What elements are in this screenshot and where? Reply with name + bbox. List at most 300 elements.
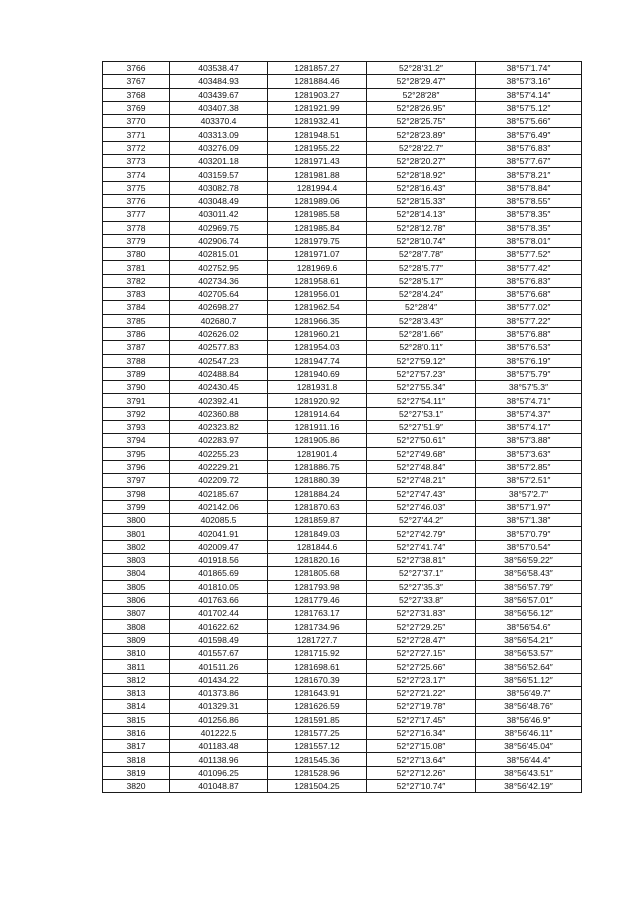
table-row <box>103 527 582 540</box>
y-coordinate-cell: 1281886.75 <box>268 460 367 473</box>
y-coordinate-cell: 1281960.21 <box>268 327 367 340</box>
table-row <box>103 447 582 460</box>
table-row <box>103 500 582 513</box>
latitude-cell: 52°27′48.21″ <box>367 474 476 487</box>
longitude-cell: 38°57′3.88″ <box>476 434 582 447</box>
longitude-cell: 38°57′6.68″ <box>476 288 582 301</box>
y-coordinate-cell: 1281793.98 <box>268 580 367 593</box>
point-number-cell: 3767 <box>103 75 170 88</box>
table-row <box>103 673 582 686</box>
point-number-cell: 3791 <box>103 394 170 407</box>
x-coordinate-cell: 402906.74 <box>170 234 268 247</box>
latitude-cell: 52°27′23.17″ <box>367 673 476 686</box>
x-coordinate-cell: 401810.05 <box>170 580 268 593</box>
table-row <box>103 62 582 75</box>
longitude-cell: 38°57′0.79″ <box>476 527 582 540</box>
y-coordinate-cell: 1281956.01 <box>268 288 367 301</box>
x-coordinate-cell: 401373.86 <box>170 686 268 699</box>
y-coordinate-cell: 1281763.17 <box>268 607 367 620</box>
y-coordinate-cell: 1281880.39 <box>268 474 367 487</box>
longitude-cell: 38°56′58.43″ <box>476 567 582 580</box>
y-coordinate-cell: 1281591.85 <box>268 713 367 726</box>
y-coordinate-cell: 1281901.4 <box>268 447 367 460</box>
longitude-cell: 38°57′0.54″ <box>476 540 582 553</box>
y-coordinate-cell: 1281955.22 <box>268 141 367 154</box>
x-coordinate-cell: 402142.06 <box>170 500 268 513</box>
longitude-cell: 38°56′54.21″ <box>476 633 582 646</box>
coordinates-table <box>102 61 582 793</box>
x-coordinate-cell: 401183.48 <box>170 740 268 753</box>
latitude-cell: 52°28′25.75″ <box>367 115 476 128</box>
y-coordinate-cell: 1281971.07 <box>268 248 367 261</box>
latitude-cell: 52°27′27.15″ <box>367 647 476 660</box>
table-row <box>103 434 582 447</box>
latitude-cell: 52°27′25.66″ <box>367 660 476 673</box>
point-number-cell: 3775 <box>103 181 170 194</box>
x-coordinate-cell: 403407.38 <box>170 101 268 114</box>
table-row <box>103 660 582 673</box>
longitude-cell: 38°57′4.71″ <box>476 394 582 407</box>
x-coordinate-cell: 403159.57 <box>170 168 268 181</box>
table-row <box>103 367 582 380</box>
latitude-cell: 52°28′15.33″ <box>367 194 476 207</box>
x-coordinate-cell: 402430.45 <box>170 381 268 394</box>
y-coordinate-cell: 1281920.92 <box>268 394 367 407</box>
latitude-cell: 52°27′53.1″ <box>367 407 476 420</box>
latitude-cell: 52°28′28″ <box>367 88 476 101</box>
latitude-cell: 52°28′7.78″ <box>367 248 476 261</box>
y-coordinate-cell: 1281857.27 <box>268 62 367 75</box>
latitude-cell: 52°27′59.12″ <box>367 354 476 367</box>
latitude-cell: 52°28′31.2″ <box>367 62 476 75</box>
point-number-cell: 3777 <box>103 208 170 221</box>
latitude-cell: 52°27′33.8″ <box>367 593 476 606</box>
point-number-cell: 3778 <box>103 221 170 234</box>
longitude-cell: 38°57′7.02″ <box>476 301 582 314</box>
x-coordinate-cell: 401622.62 <box>170 620 268 633</box>
x-coordinate-cell: 401918.56 <box>170 553 268 566</box>
y-coordinate-cell: 1281985.58 <box>268 208 367 221</box>
y-coordinate-cell: 1281969.6 <box>268 261 367 274</box>
point-number-cell: 3790 <box>103 381 170 394</box>
latitude-cell: 52°27′28.47″ <box>367 633 476 646</box>
longitude-cell: 38°56′57.01″ <box>476 593 582 606</box>
latitude-cell: 52°28′10.74″ <box>367 234 476 247</box>
point-number-cell: 3813 <box>103 686 170 699</box>
x-coordinate-cell: 401256.86 <box>170 713 268 726</box>
table-row <box>103 753 582 766</box>
latitude-cell: 52°28′14.13″ <box>367 208 476 221</box>
table-row <box>103 301 582 314</box>
x-coordinate-cell: 401865.69 <box>170 567 268 580</box>
x-coordinate-cell: 402969.75 <box>170 221 268 234</box>
y-coordinate-cell: 1281884.24 <box>268 487 367 500</box>
y-coordinate-cell: 1281954.03 <box>268 341 367 354</box>
y-coordinate-cell: 1281921.99 <box>268 101 367 114</box>
y-coordinate-cell: 1281805.68 <box>268 567 367 580</box>
table-row <box>103 128 582 141</box>
point-number-cell: 3800 <box>103 514 170 527</box>
y-coordinate-cell: 1281884.46 <box>268 75 367 88</box>
table-row <box>103 474 582 487</box>
y-coordinate-cell: 1281577.25 <box>268 726 367 739</box>
point-number-cell: 3773 <box>103 155 170 168</box>
y-coordinate-cell: 1281932.41 <box>268 115 367 128</box>
point-number-cell: 3807 <box>103 607 170 620</box>
latitude-cell: 52°28′5.17″ <box>367 274 476 287</box>
table-row <box>103 740 582 753</box>
table-row <box>103 208 582 221</box>
y-coordinate-cell: 1281504.25 <box>268 780 367 793</box>
y-coordinate-cell: 1281545.36 <box>268 753 367 766</box>
point-number-cell: 3817 <box>103 740 170 753</box>
x-coordinate-cell: 402185.67 <box>170 487 268 500</box>
longitude-cell: 38°57′2.51″ <box>476 474 582 487</box>
latitude-cell: 52°27′21.22″ <box>367 686 476 699</box>
table-row <box>103 514 582 527</box>
table-row <box>103 327 582 340</box>
x-coordinate-cell: 401222.5 <box>170 726 268 739</box>
x-coordinate-cell: 403313.09 <box>170 128 268 141</box>
table-row <box>103 580 582 593</box>
latitude-cell: 52°27′42.79″ <box>367 527 476 540</box>
point-number-cell: 3770 <box>103 115 170 128</box>
latitude-cell: 52°27′50.61″ <box>367 434 476 447</box>
longitude-cell: 38°57′8.35″ <box>476 208 582 221</box>
table-row <box>103 341 582 354</box>
table-row <box>103 194 582 207</box>
latitude-cell: 52°28′18.92″ <box>367 168 476 181</box>
x-coordinate-cell: 402734.36 <box>170 274 268 287</box>
x-coordinate-cell: 402626.02 <box>170 327 268 340</box>
point-number-cell: 3814 <box>103 700 170 713</box>
latitude-cell: 52°27′13.64″ <box>367 753 476 766</box>
y-coordinate-cell: 1281715.92 <box>268 647 367 660</box>
longitude-cell: 38°57′6.49″ <box>476 128 582 141</box>
x-coordinate-cell: 402283.97 <box>170 434 268 447</box>
table-row <box>103 288 582 301</box>
point-number-cell: 3799 <box>103 500 170 513</box>
table-row <box>103 248 582 261</box>
point-number-cell: 3772 <box>103 141 170 154</box>
longitude-cell: 38°57′6.83″ <box>476 274 582 287</box>
latitude-cell: 52°28′26.95″ <box>367 101 476 114</box>
latitude-cell: 52°27′46.03″ <box>367 500 476 513</box>
y-coordinate-cell: 1281971.43 <box>268 155 367 168</box>
point-number-cell: 3793 <box>103 421 170 434</box>
longitude-cell: 38°56′48.76″ <box>476 700 582 713</box>
latitude-cell: 52°28′23.89″ <box>367 128 476 141</box>
table-row <box>103 261 582 274</box>
point-number-cell: 3818 <box>103 753 170 766</box>
point-number-cell: 3801 <box>103 527 170 540</box>
table-row <box>103 221 582 234</box>
x-coordinate-cell: 402698.27 <box>170 301 268 314</box>
x-coordinate-cell: 402009.47 <box>170 540 268 553</box>
latitude-cell: 52°27′12.26″ <box>367 766 476 779</box>
longitude-cell: 38°56′59.22″ <box>476 553 582 566</box>
table-row <box>103 314 582 327</box>
point-number-cell: 3784 <box>103 301 170 314</box>
latitude-cell: 52°27′37.1″ <box>367 567 476 580</box>
x-coordinate-cell: 402323.82 <box>170 421 268 434</box>
table-row <box>103 540 582 553</box>
longitude-cell: 38°57′1.38″ <box>476 514 582 527</box>
point-number-cell: 3789 <box>103 367 170 380</box>
x-coordinate-cell: 403538.47 <box>170 62 268 75</box>
point-number-cell: 3774 <box>103 168 170 181</box>
table-row <box>103 620 582 633</box>
point-number-cell: 3787 <box>103 341 170 354</box>
y-coordinate-cell: 1281734.96 <box>268 620 367 633</box>
table-row <box>103 647 582 660</box>
y-coordinate-cell: 1281994.4 <box>268 181 367 194</box>
longitude-cell: 38°57′7.67″ <box>476 155 582 168</box>
longitude-cell: 38°57′3.16″ <box>476 75 582 88</box>
longitude-cell: 38°57′8.84″ <box>476 181 582 194</box>
x-coordinate-cell: 401138.96 <box>170 753 268 766</box>
x-coordinate-cell: 402752.95 <box>170 261 268 274</box>
latitude-cell: 52°27′48.84″ <box>367 460 476 473</box>
point-number-cell: 3769 <box>103 101 170 114</box>
latitude-cell: 52°27′15.08″ <box>367 740 476 753</box>
latitude-cell: 52°27′38.81″ <box>367 553 476 566</box>
longitude-cell: 38°56′49.7″ <box>476 686 582 699</box>
table-row <box>103 274 582 287</box>
longitude-cell: 38°57′6.53″ <box>476 341 582 354</box>
point-number-cell: 3806 <box>103 593 170 606</box>
point-number-cell: 3776 <box>103 194 170 207</box>
latitude-cell: 52°28′12.78″ <box>367 221 476 234</box>
point-number-cell: 3819 <box>103 766 170 779</box>
point-number-cell: 3808 <box>103 620 170 633</box>
x-coordinate-cell: 403370.4 <box>170 115 268 128</box>
y-coordinate-cell: 1281698.61 <box>268 660 367 673</box>
y-coordinate-cell: 1281962.54 <box>268 301 367 314</box>
point-number-cell: 3810 <box>103 647 170 660</box>
longitude-cell: 38°57′8.21″ <box>476 168 582 181</box>
table-row <box>103 181 582 194</box>
point-number-cell: 3802 <box>103 540 170 553</box>
x-coordinate-cell: 403082.78 <box>170 181 268 194</box>
y-coordinate-cell: 1281903.27 <box>268 88 367 101</box>
table-row <box>103 633 582 646</box>
point-number-cell: 3809 <box>103 633 170 646</box>
point-number-cell: 3803 <box>103 553 170 566</box>
longitude-cell: 38°57′8.01″ <box>476 234 582 247</box>
latitude-cell: 52°27′31.83″ <box>367 607 476 620</box>
longitude-cell: 38°56′57.79″ <box>476 580 582 593</box>
y-coordinate-cell: 1281985.84 <box>268 221 367 234</box>
point-number-cell: 3788 <box>103 354 170 367</box>
x-coordinate-cell: 402229.21 <box>170 460 268 473</box>
latitude-cell: 52°28′1.66″ <box>367 327 476 340</box>
point-number-cell: 3816 <box>103 726 170 739</box>
longitude-cell: 38°57′7.52″ <box>476 248 582 261</box>
latitude-cell: 52°27′55.34″ <box>367 381 476 394</box>
longitude-cell: 38°57′5.66″ <box>476 115 582 128</box>
latitude-cell: 52°28′16.43″ <box>367 181 476 194</box>
x-coordinate-cell: 402547.23 <box>170 354 268 367</box>
longitude-cell: 38°57′5.3″ <box>476 381 582 394</box>
longitude-cell: 38°57′2.85″ <box>476 460 582 473</box>
x-coordinate-cell: 402360.88 <box>170 407 268 420</box>
point-number-cell: 3796 <box>103 460 170 473</box>
y-coordinate-cell: 1281528.96 <box>268 766 367 779</box>
longitude-cell: 38°56′46.11″ <box>476 726 582 739</box>
y-coordinate-cell: 1281779.46 <box>268 593 367 606</box>
y-coordinate-cell: 1281931.8 <box>268 381 367 394</box>
point-number-cell: 3797 <box>103 474 170 487</box>
latitude-cell: 52°28′4.24″ <box>367 288 476 301</box>
table-row <box>103 686 582 699</box>
longitude-cell: 38°57′1.74″ <box>476 62 582 75</box>
x-coordinate-cell: 403484.93 <box>170 75 268 88</box>
longitude-cell: 38°56′52.64″ <box>476 660 582 673</box>
point-number-cell: 3783 <box>103 288 170 301</box>
table-row <box>103 141 582 154</box>
y-coordinate-cell: 1281557.12 <box>268 740 367 753</box>
latitude-cell: 52°28′29.47″ <box>367 75 476 88</box>
y-coordinate-cell: 1281914.64 <box>268 407 367 420</box>
y-coordinate-cell: 1281911.16 <box>268 421 367 434</box>
latitude-cell: 52°27′57.23″ <box>367 367 476 380</box>
longitude-cell: 38°56′54.6″ <box>476 620 582 633</box>
table-row <box>103 567 582 580</box>
table-row <box>103 766 582 779</box>
latitude-cell: 52°27′54.11″ <box>367 394 476 407</box>
point-number-cell: 3812 <box>103 673 170 686</box>
x-coordinate-cell: 403011.42 <box>170 208 268 221</box>
table-row <box>103 168 582 181</box>
x-coordinate-cell: 402041.91 <box>170 527 268 540</box>
table-row <box>103 101 582 114</box>
longitude-cell: 38°56′51.12″ <box>476 673 582 686</box>
coordinates-table-body <box>103 62 582 793</box>
latitude-cell: 52°27′19.78″ <box>367 700 476 713</box>
point-number-cell: 3766 <box>103 62 170 75</box>
point-number-cell: 3794 <box>103 434 170 447</box>
table-row <box>103 421 582 434</box>
y-coordinate-cell: 1281670.39 <box>268 673 367 686</box>
table-row <box>103 593 582 606</box>
table-row <box>103 713 582 726</box>
point-number-cell: 3798 <box>103 487 170 500</box>
latitude-cell: 52°27′35.3″ <box>367 580 476 593</box>
latitude-cell: 52°28′4″ <box>367 301 476 314</box>
x-coordinate-cell: 402680.7 <box>170 314 268 327</box>
point-number-cell: 3779 <box>103 234 170 247</box>
y-coordinate-cell: 1281966.35 <box>268 314 367 327</box>
longitude-cell: 38°57′6.19″ <box>476 354 582 367</box>
point-number-cell: 3811 <box>103 660 170 673</box>
table-row <box>103 234 582 247</box>
longitude-cell: 38°57′7.42″ <box>476 261 582 274</box>
longitude-cell: 38°57′4.17″ <box>476 421 582 434</box>
longitude-cell: 38°57′8.55″ <box>476 194 582 207</box>
longitude-cell: 38°57′4.37″ <box>476 407 582 420</box>
longitude-cell: 38°57′3.63″ <box>476 447 582 460</box>
longitude-cell: 38°57′2.7″ <box>476 487 582 500</box>
point-number-cell: 3781 <box>103 261 170 274</box>
y-coordinate-cell: 1281870.63 <box>268 500 367 513</box>
latitude-cell: 52°27′17.45″ <box>367 713 476 726</box>
y-coordinate-cell: 1281940.69 <box>268 367 367 380</box>
point-number-cell: 3792 <box>103 407 170 420</box>
y-coordinate-cell: 1281849.03 <box>268 527 367 540</box>
point-number-cell: 3820 <box>103 780 170 793</box>
latitude-cell: 52°27′10.74″ <box>367 780 476 793</box>
point-number-cell: 3768 <box>103 88 170 101</box>
y-coordinate-cell: 1281905.86 <box>268 434 367 447</box>
x-coordinate-cell: 401511.26 <box>170 660 268 673</box>
x-coordinate-cell: 402392.41 <box>170 394 268 407</box>
table-row <box>103 726 582 739</box>
table-row <box>103 487 582 500</box>
longitude-cell: 38°57′1.97″ <box>476 500 582 513</box>
x-coordinate-cell: 402577.83 <box>170 341 268 354</box>
longitude-cell: 38°56′43.51″ <box>476 766 582 779</box>
longitude-cell: 38°56′45.04″ <box>476 740 582 753</box>
latitude-cell: 52°27′29.25″ <box>367 620 476 633</box>
longitude-cell: 38°57′4.14″ <box>476 88 582 101</box>
y-coordinate-cell: 1281727.7 <box>268 633 367 646</box>
x-coordinate-cell: 401096.25 <box>170 766 268 779</box>
latitude-cell: 52°27′49.68″ <box>367 447 476 460</box>
table-row <box>103 381 582 394</box>
x-coordinate-cell: 403048.49 <box>170 194 268 207</box>
y-coordinate-cell: 1281643.91 <box>268 686 367 699</box>
table-row <box>103 354 582 367</box>
longitude-cell: 38°57′6.83″ <box>476 141 582 154</box>
longitude-cell: 38°56′53.57″ <box>476 647 582 660</box>
table-row <box>103 553 582 566</box>
table-row <box>103 394 582 407</box>
point-number-cell: 3785 <box>103 314 170 327</box>
point-number-cell: 3795 <box>103 447 170 460</box>
y-coordinate-cell: 1281859.87 <box>268 514 367 527</box>
x-coordinate-cell: 401434.22 <box>170 673 268 686</box>
table-row <box>103 88 582 101</box>
longitude-cell: 38°56′56.12″ <box>476 607 582 620</box>
latitude-cell: 52°27′47.43″ <box>367 487 476 500</box>
table-row <box>103 155 582 168</box>
latitude-cell: 52°28′5.77″ <box>367 261 476 274</box>
table-row <box>103 780 582 793</box>
y-coordinate-cell: 1281844.6 <box>268 540 367 553</box>
x-coordinate-cell: 402209.72 <box>170 474 268 487</box>
latitude-cell: 52°27′16.34″ <box>367 726 476 739</box>
y-coordinate-cell: 1281820.16 <box>268 553 367 566</box>
longitude-cell: 38°57′7.22″ <box>476 314 582 327</box>
point-number-cell: 3786 <box>103 327 170 340</box>
y-coordinate-cell: 1281958.61 <box>268 274 367 287</box>
x-coordinate-cell: 401329.31 <box>170 700 268 713</box>
table-row <box>103 460 582 473</box>
x-coordinate-cell: 401048.87 <box>170 780 268 793</box>
y-coordinate-cell: 1281948.51 <box>268 128 367 141</box>
longitude-cell: 38°57′5.79″ <box>476 367 582 380</box>
x-coordinate-cell: 403276.09 <box>170 141 268 154</box>
x-coordinate-cell: 403201.18 <box>170 155 268 168</box>
x-coordinate-cell: 402255.23 <box>170 447 268 460</box>
longitude-cell: 38°56′46.9″ <box>476 713 582 726</box>
table-row <box>103 75 582 88</box>
latitude-cell: 52°28′3.43″ <box>367 314 476 327</box>
x-coordinate-cell: 401702.44 <box>170 607 268 620</box>
x-coordinate-cell: 402815.01 <box>170 248 268 261</box>
latitude-cell: 52°28′0.11″ <box>367 341 476 354</box>
